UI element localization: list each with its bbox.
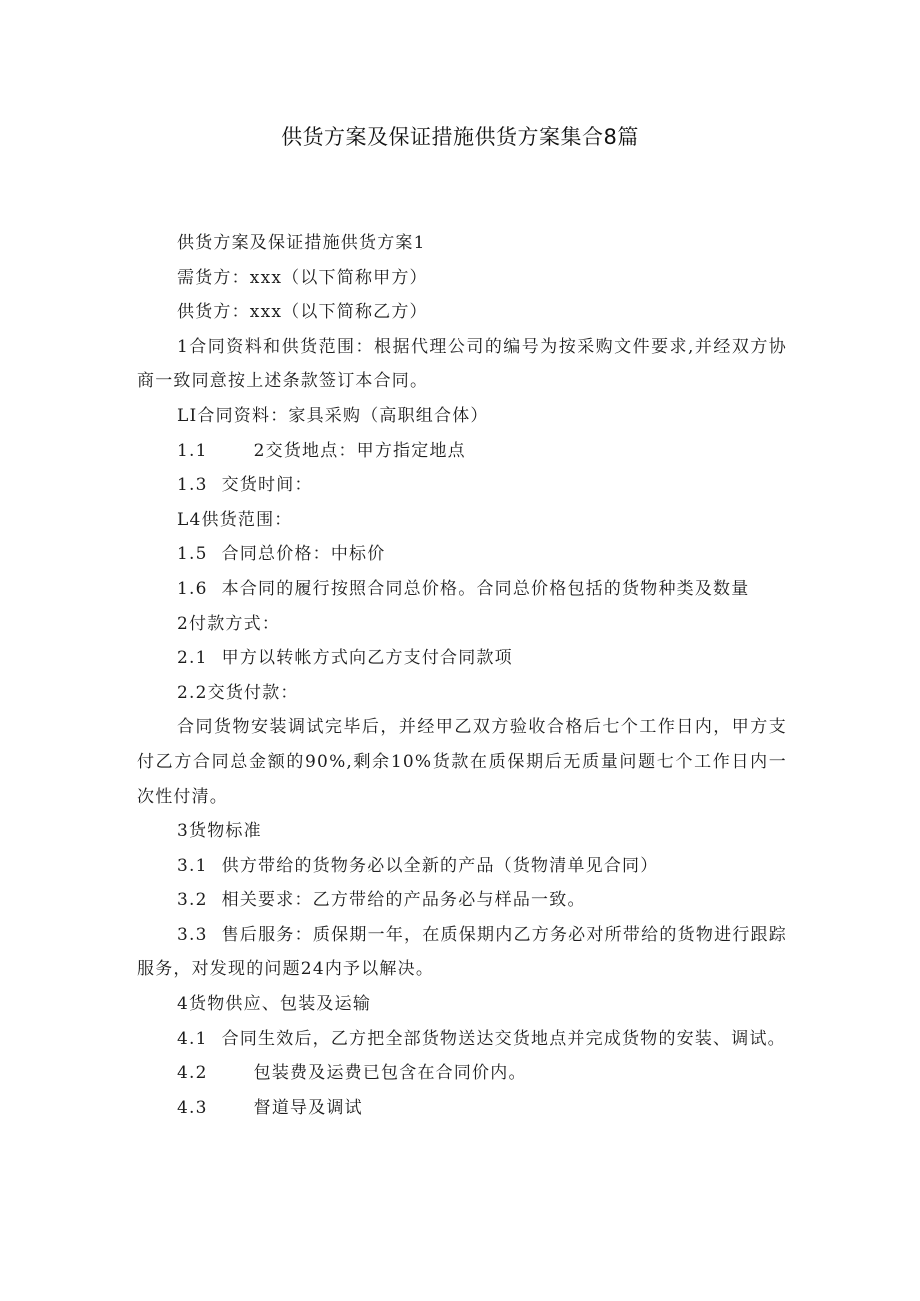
paragraph-text: 合同生效后，乙方把全部货物送达交货地点并完成货物的安装、调试。 [221, 1028, 786, 1049]
clause-number: 1.1 [177, 440, 208, 461]
clause-number: 4.2 [177, 1063, 208, 1084]
paragraph [137, 226, 787, 261]
paragraph [137, 572, 787, 607]
paragraph-text: 合同总价格：中标价 [221, 544, 386, 565]
paragraph [137, 849, 787, 884]
paragraph-text: 2交货地点：甲方指定地点 [253, 440, 466, 461]
paragraph [137, 641, 787, 676]
clause-number: 1.6 [177, 578, 208, 599]
paragraph [137, 295, 787, 330]
paragraph [137, 676, 787, 711]
clause-number: 3.1 [177, 855, 208, 876]
paragraph [137, 1056, 787, 1091]
paragraph-text: 交货时间： [221, 475, 313, 496]
paragraph-text: 2付款方式： [177, 613, 281, 634]
paragraph [137, 434, 787, 469]
clause-number: 1.5 [177, 544, 208, 565]
paragraph [137, 1022, 787, 1057]
paragraph-text: 4货物供应、包装及运输 [177, 994, 372, 1015]
paragraph-text: 相关要求：乙方带给的产品务必与样品一致。 [221, 890, 586, 911]
paragraph-text: 需货方：xxx（以下简称甲方） [177, 267, 428, 288]
paragraph-text: 合同货物安装调试完毕后，并经甲乙双方验收合格后七个工作日内，甲方支付乙方合同总金额的90%,剩余10%货款在质保期后无质量问题七个工作日内一次性付清。 [137, 717, 787, 807]
clause-number: 3.2 [177, 890, 208, 911]
clause-number: 3.3 [177, 924, 208, 945]
paragraph-text: 供方带给的货物务必以全新的产品（货物清单见合同） [221, 855, 659, 876]
paragraph-text: 督道导及调试 [253, 1097, 363, 1118]
paragraph-text: 供货方案及保证措施供货方案1 [177, 233, 426, 253]
clause-number: 4.3 [177, 1097, 208, 1118]
paragraph-text: 1合同资料和供货范围：根据代理公司的编号为按采购文件要求,并经双方协商一致同意按上述条款签订本合同。 [137, 336, 787, 392]
paragraph [137, 261, 787, 296]
paragraph-text: L4供货范围： [177, 509, 293, 530]
paragraph-text: 甲方以转帐方式向乙方支付合同款项 [221, 648, 513, 669]
paragraph [137, 1091, 787, 1126]
paragraph [137, 503, 787, 538]
paragraph [137, 710, 787, 814]
paragraph-text: 包装费及运费已包含在合同价内。 [253, 1063, 527, 1084]
paragraph [137, 468, 787, 503]
paragraph-text: 供货方：xxx（以下简称乙方） [177, 302, 428, 323]
paragraph [137, 883, 787, 918]
paragraph [137, 607, 787, 642]
paragraph [137, 814, 787, 849]
clause-number: 1.3 [177, 475, 208, 496]
clause-number: 2.1 [177, 648, 208, 669]
document-title: 供货方案及保证措施供货方案集合8篇 [281, 125, 639, 149]
paragraph [137, 399, 787, 434]
document-body [137, 226, 787, 1125]
clause-number: 4.1 [177, 1028, 208, 1049]
paragraph [137, 330, 787, 399]
paragraph-text: 售后服务：质保期一年，在质保期内乙方务必对所带给的货物进行跟踪服务，对发现的问题24内予以解决。 [137, 924, 787, 980]
paragraph-text: 2.2交货付款： [177, 682, 299, 703]
paragraph-text: 3货物标准 [177, 821, 262, 842]
paragraph-text: LI合同资料：家具采购（高职组合体） [177, 405, 489, 426]
paragraph-text: 本合同的履行按照合同总价格。合同总价格包括的货物种类及数量 [221, 578, 750, 599]
paragraph [137, 537, 787, 572]
paragraph [137, 987, 787, 1022]
paragraph [137, 918, 787, 987]
